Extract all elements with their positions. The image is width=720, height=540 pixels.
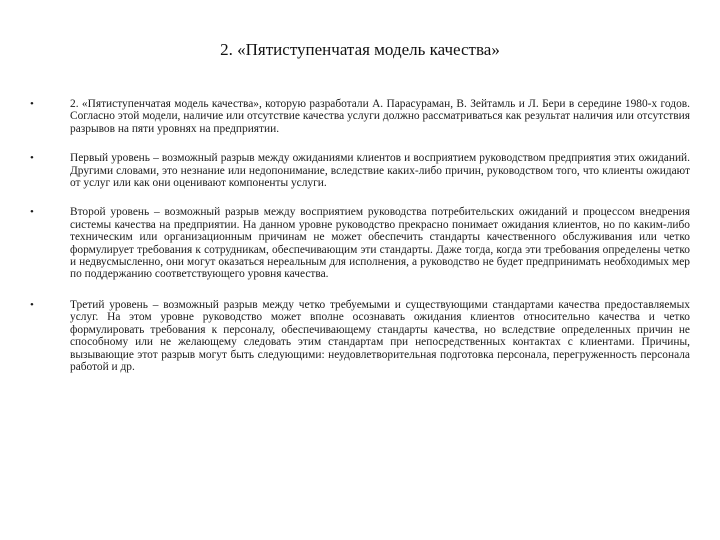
bullet-text: 2. «Пятиступенчатая модель качества», которую разработали А. Парасураман, В. Зейтамль и Л. Бери в середине 1980-х годов. Согласно этой модели, наличие или отсутствие качества услуги должно рассматриваться как результат наличия или отсутствия разрывов на пяти уровнях на предприятии. — [70, 98, 690, 135]
bullet-item — [30, 152, 690, 189]
bullet-item — [30, 299, 690, 373]
bullet-text: Третий уровень – возможный разрыв между четко требуемыми и существующими стандартами качества предоставляемых услуг. На этом уровне руководство может вполне осознавать ожидания клиентов относительно качества и четко формулировать требования к персоналу, обеспечивающему стандарты качества, но вследствие определенных причин не способному или не желающему следовать этим стандартам при непосредственных контактах с клиентами. Причины, вызывающие этот разрыв могут быть следующими: неудовлетворительная подготовка персонала, перегруженность персонала работой и др. — [70, 298, 690, 373]
bullet-text: Второй уровень – возможный разрыв между восприятием руководства потребительских ожиданий и процессом внедрения системы качества на предприятии. На данном уровне руководство прекрасно понимает ожидания клиентов, но по каким-либо техническим или организационным причинам не может обеспечить стандарты качественного обслуживания или четко формулирует требования к сотрудникам, обеспечивающим эти стандарты. Даже тогда, когда эти требования определены четко и недвусмысленно, они могут оказаться нереальным для исполнения, а руководство не будет предпринимать необходимых мер по поддержанию соответствующего уровня качества. — [70, 206, 690, 281]
bullet-item — [30, 206, 690, 280]
bullet-dot-icon: • — [30, 152, 34, 165]
bullet-dot-icon: • — [30, 98, 34, 110]
bullet-dot-icon: • — [30, 298, 34, 311]
bullet-dot-icon: • — [30, 206, 34, 219]
bullet-text: Первый уровень – возможный разрыв между ожиданиями клиентов и восприятием руководством предприятия этих ожиданий. Другими словами, это незнание или недопонимание, вследствие каких-либо причин, руководством того, что клиенты ожидают от услуг или как они оценивают компоненты услуги. — [70, 152, 690, 190]
bullet-list — [30, 98, 690, 390]
bullet-item — [30, 98, 690, 135]
page-title: 2. «Пятиступенчатая модель качества» — [220, 40, 500, 59]
